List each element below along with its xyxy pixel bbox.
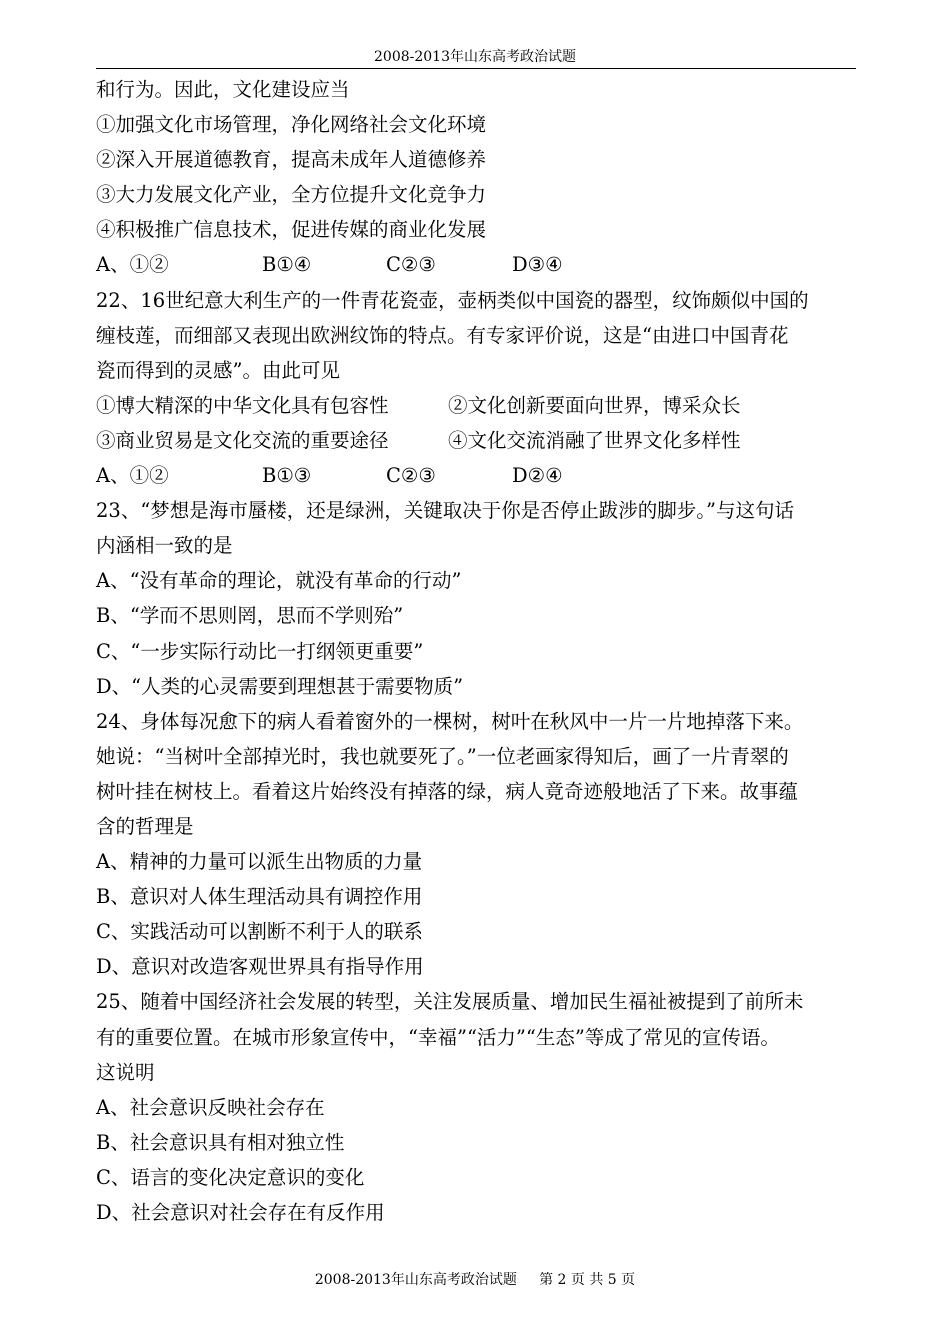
option-c: C、“一步实际行动比一打纲领更重要” bbox=[96, 639, 424, 663]
option-d: D、社会意识对社会存在有反作用 bbox=[96, 1201, 385, 1224]
question-25 bbox=[96, 984, 866, 1230]
question-text-line: 22、16世纪意大利生产的一件青花瓷壶，壶柄类似中国瓷的器型，纹饰颇似中国的 bbox=[96, 288, 809, 312]
statement-2: ②文化创新要面向世界，博采众长 bbox=[448, 393, 741, 417]
question-22 bbox=[96, 283, 866, 494]
statement-1: ①加强文化市场管理，净化网络社会文化环境 bbox=[96, 113, 487, 137]
option-d: D③④ bbox=[512, 253, 563, 277]
question-21-continuation bbox=[96, 72, 866, 283]
page-header: 2008-2013年山东高考政治试题 bbox=[374, 49, 576, 65]
question-text-line: 内涵相一致的是 bbox=[96, 534, 233, 558]
option-b: B、意识对人体生理活动具有调控作用 bbox=[96, 885, 423, 909]
statement-2: ②深入开展道德教育，提高未成年人道德修养 bbox=[96, 148, 487, 172]
question-text-line: 这说明 bbox=[96, 1060, 155, 1084]
statement-4: ④文化交流消融了世界文化多样性 bbox=[448, 428, 741, 452]
answer-options bbox=[96, 458, 866, 493]
answer-options bbox=[96, 247, 866, 282]
question-text-line: 有的重要位置。在城市形象宣传中，“幸福”“活力”“生态”等成了常见的宣传语。 bbox=[96, 1025, 780, 1049]
statement-pair bbox=[96, 388, 866, 423]
question-text-line: 24、身体每况愈下的病人看着窗外的一棵树，树叶在秋风中一片一片地掉落下来。 bbox=[96, 709, 804, 733]
question-text-line: 含的哲理是 bbox=[96, 814, 194, 838]
statement-1: ①博大精深的中华文化具有包容性 bbox=[96, 393, 389, 417]
option-b: B①④ bbox=[262, 253, 312, 277]
question-23 bbox=[96, 493, 866, 704]
option-a: A、①② bbox=[96, 464, 169, 488]
option-a: A、社会意识反映社会存在 bbox=[96, 1095, 325, 1119]
statement-3: ③大力发展文化产业，全方位提升文化竞争力 bbox=[96, 183, 487, 207]
option-d: D、“人类的心灵需要到理想甚于需要物质” bbox=[96, 674, 464, 698]
page-footer: 2008-2013年山东高考政治试题 第 2 页 共 5 页 bbox=[314, 1272, 636, 1288]
question-text-line: 树叶挂在树枝上。看着这片始终没有掉落的绿，病人竟奇迹般地活了下来。故事蕴 bbox=[96, 779, 799, 803]
question-24 bbox=[96, 704, 866, 985]
option-a: A、精神的力量可以派生出物质的力量 bbox=[96, 850, 423, 874]
question-text-line: 25、随着中国经济社会发展的转型，关注发展质量、增加民生福祉被提到了前所未 bbox=[96, 990, 804, 1014]
option-c: C②③ bbox=[386, 464, 436, 488]
page-content bbox=[96, 72, 866, 1230]
option-b: B、“学而不思则罔，思而不学则殆” bbox=[96, 604, 404, 628]
question-text-line: 23、“梦想是海市蜃楼，还是绿洲，关键取决于你是否停止跋涉的脚步。”与这句话 bbox=[96, 499, 795, 523]
question-text-line: 和行为。因此，文化建设应当 bbox=[96, 78, 350, 101]
option-c: C、实践活动可以割断不利于人的联系 bbox=[96, 920, 423, 944]
option-d: D②④ bbox=[512, 464, 563, 488]
statement-4: ④积极推广信息技术，促进传媒的商业化发展 bbox=[96, 218, 487, 242]
statement-pair bbox=[96, 423, 866, 458]
option-b: B、社会意识具有相对独立性 bbox=[96, 1130, 345, 1154]
option-a: A、“没有革命的理论，就没有革命的行动” bbox=[96, 569, 462, 593]
question-text-line: 她说：“当树叶全部掉光时，我也就要死了。”一位老画家得知后，画了一片青翠的 bbox=[96, 744, 789, 768]
option-a: A、①② bbox=[96, 253, 169, 277]
option-b: B①③ bbox=[262, 464, 312, 488]
question-text-line: 瓷而得到的灵感”。由此可见 bbox=[96, 358, 340, 382]
option-c: C、语言的变化决定意识的变化 bbox=[96, 1165, 365, 1189]
question-text-line: 缠枝莲，而细部又表现出欧洲纹饰的特点。有专家评价说，这是“由进口中国青花 bbox=[96, 323, 789, 347]
option-d: D、意识对改造客观世界具有指导作用 bbox=[96, 955, 424, 979]
option-c: C②③ bbox=[386, 253, 436, 277]
header-rule bbox=[96, 68, 856, 69]
statement-3: ③商业贸易是文化交流的重要途径 bbox=[96, 428, 389, 452]
